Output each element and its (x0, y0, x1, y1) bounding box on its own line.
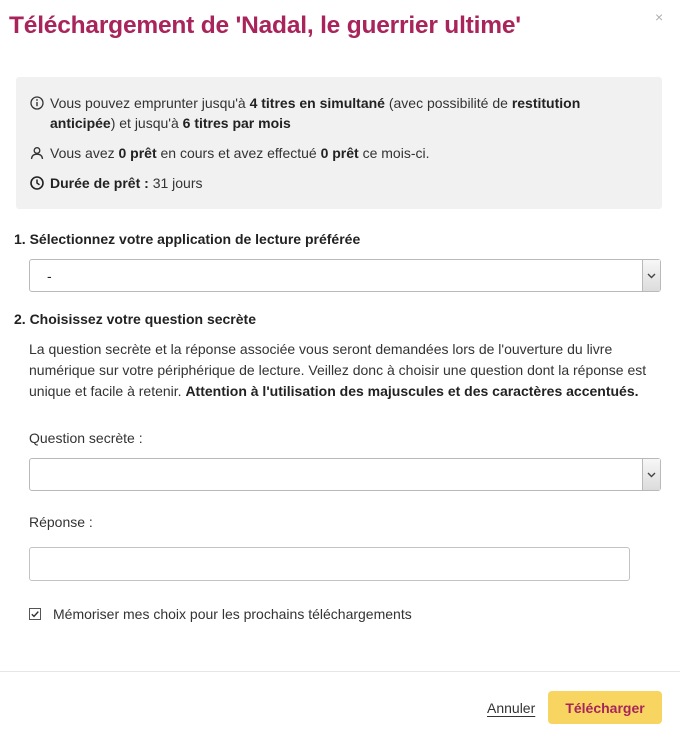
answer-input[interactable] (29, 547, 630, 581)
info-text: ce mois-ci. (358, 145, 430, 161)
close-icon[interactable]: × (655, 9, 664, 25)
info-text-bold: 0 prêt (118, 145, 157, 161)
remember-choices-option[interactable] (29, 606, 412, 622)
info-text-bold: 6 titres par mois (182, 115, 291, 131)
modal-title: Téléchargement de 'Nadal, le guerrier ultime' (9, 12, 521, 39)
clock-icon (30, 176, 44, 190)
answer-label: Réponse : (29, 514, 93, 530)
footer-divider (0, 671, 680, 672)
info-text-bold: Durée de prêt : (50, 175, 149, 191)
remember-checkbox[interactable] (29, 608, 41, 620)
loan-limits-info (30, 93, 648, 133)
info-text-bold: 4 titres en simultané (249, 95, 385, 111)
reading-app-selected-value: - (47, 268, 52, 284)
info-text: Vous pouvez emprunter jusqu'à (50, 95, 250, 111)
secret-question-description (29, 339, 649, 402)
step1-label: 1. Sélectionnez votre application de lecture préférée (14, 231, 361, 247)
secret-question-label: Question secrète : (29, 430, 143, 446)
loan-count-info (30, 143, 648, 163)
chevron-down-icon[interactable] (642, 459, 660, 490)
reading-app-select[interactable] (29, 259, 661, 292)
info-icon (30, 96, 44, 110)
info-text: 31 jours (148, 175, 203, 191)
remember-label: Mémoriser mes choix pour les prochains téléchargements (53, 606, 412, 622)
download-button[interactable]: Télécharger (548, 691, 662, 724)
info-text-bold: 0 prêt (320, 145, 359, 161)
info-text: (avec possibilité de (384, 95, 512, 111)
secret-question-select[interactable] (29, 458, 661, 491)
checkmark-icon (30, 609, 40, 619)
description-warning: Attention à l'utilisation des majuscules et des caractères accentués. (185, 383, 639, 399)
description-text: La question secrète et la réponse associée vous seront demandées lors de l'ouverture du livre numérique sur votre périphérique de lecture. Veillez donc à choisir une question dont la réponse est unique et facile à retenir. (29, 341, 647, 399)
user-icon (30, 146, 44, 160)
chevron-down-icon[interactable] (642, 260, 660, 291)
loan-info-panel (16, 77, 662, 209)
info-text: en cours et avez effectué (156, 145, 321, 161)
info-text: Vous avez (50, 145, 119, 161)
info-text: ) et jusqu'à (110, 115, 183, 131)
step2-label: 2. Choisissez votre question secrète (14, 311, 256, 327)
info-text-bold: restitution anticipée (50, 95, 581, 131)
cancel-button[interactable]: Annuler (487, 700, 536, 716)
loan-duration-info (30, 173, 648, 193)
